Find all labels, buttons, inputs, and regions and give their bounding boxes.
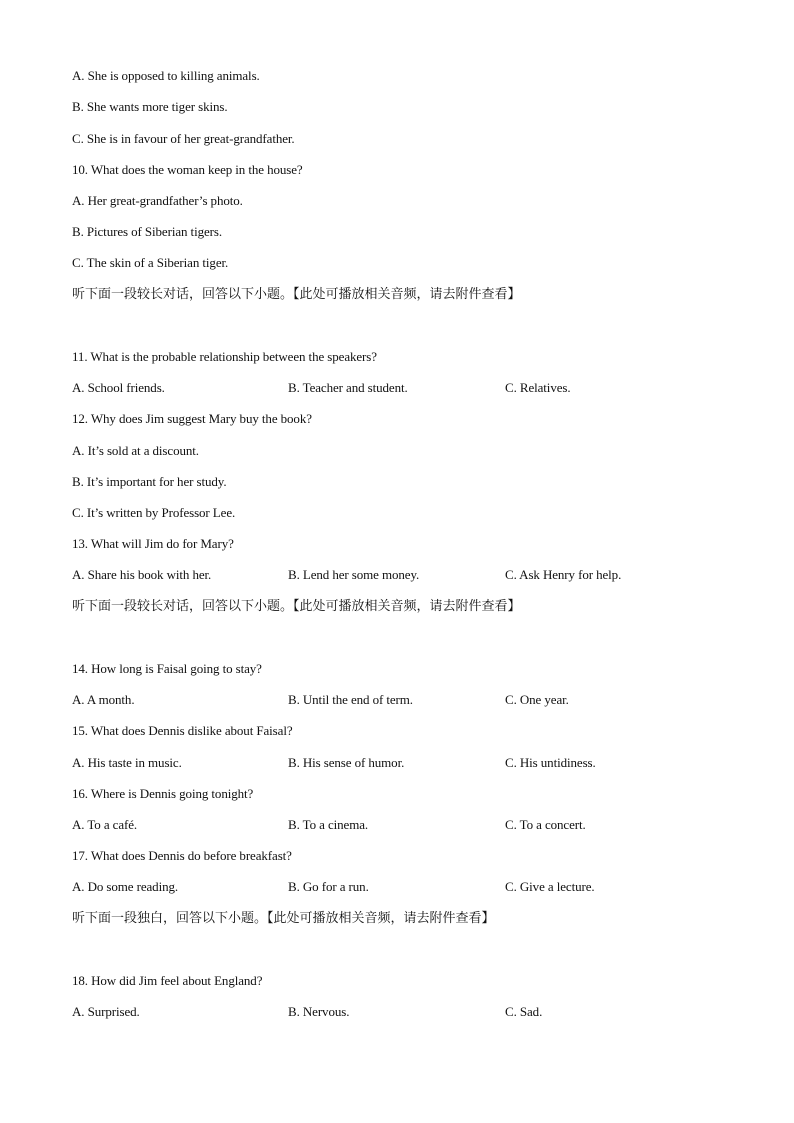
q18-options	[72, 1004, 722, 1020]
q12-option-a: A. It’s sold at a discount.	[72, 443, 199, 458]
q17-options	[72, 879, 722, 895]
q17-option-b: B. Go for a run.	[288, 879, 369, 894]
q10-question: 10. What does the woman keep in the house?	[72, 162, 303, 177]
q13-option-c: C. Ask Henry for help.	[505, 567, 622, 582]
section-instruction-3: 听下面一段独白，回答以下小题。【此处可播放相关音频，请去附件查看】	[72, 911, 495, 926]
q13-option-a: A. Share his book with her.	[72, 567, 212, 582]
q17-option-c: C. Give a lecture.	[505, 879, 595, 894]
q11-question: 11. What is the probable relationship between the speakers?	[72, 349, 377, 364]
q18-option-c: C. Sad.	[505, 1004, 543, 1019]
q12-option-c: C. It’s written by Professor Lee.	[72, 505, 236, 520]
q14-option-c: C. One year.	[505, 692, 569, 707]
q16-option-b: B. To a cinema.	[288, 817, 369, 832]
q16-option-a: A. To a café.	[72, 817, 138, 832]
q13-question: 13. What will Jim do for Mary?	[72, 536, 234, 551]
q16-question: 16. Where is Dennis going tonight?	[72, 786, 254, 801]
q10-option-c: C. The skin of a Siberian tiger.	[72, 255, 229, 270]
q13-options	[72, 567, 722, 583]
q11-options	[72, 380, 722, 396]
q9-option-b: B. She wants more tiger skins.	[72, 99, 228, 114]
q15-option-b: B. His sense of humor.	[288, 755, 405, 770]
q10-option-a: A. Her great-grandfather’s photo.	[72, 193, 243, 208]
q18-option-b: B. Nervous.	[288, 1004, 350, 1019]
q11-option-b: B. Teacher and student.	[288, 380, 408, 395]
section-instruction-2: 听下面一段较长对话，回答以下小题。【此处可播放相关音频，请去附件查看】	[72, 599, 521, 614]
q17-option-a: A. Do some reading.	[72, 879, 179, 894]
q13-option-b: B. Lend her some money.	[288, 567, 420, 582]
q9-option-c: C. She is in favour of her great-grandfather.	[72, 131, 295, 146]
q9-option-a: A. She is opposed to killing animals.	[72, 68, 260, 83]
q15-options	[72, 755, 722, 771]
q16-option-c: C. To a concert.	[505, 817, 586, 832]
q18-option-a: A. Surprised.	[72, 1004, 140, 1019]
q14-question: 14. How long is Faisal going to stay?	[72, 661, 262, 676]
q18-question: 18. How did Jim feel about England?	[72, 973, 263, 988]
q14-option-b: B. Until the end of term.	[288, 692, 413, 707]
q11-option-a: A. School friends.	[72, 380, 165, 395]
section-instruction-1: 听下面一段较长对话，回答以下小题。【此处可播放相关音频，请去附件查看】	[72, 287, 521, 302]
q11-option-c: C. Relatives.	[505, 380, 571, 395]
q10-option-b: B. Pictures of Siberian tigers.	[72, 224, 222, 239]
q14-option-a: A. A month.	[72, 692, 135, 707]
q15-option-c: C. His untidiness.	[505, 755, 596, 770]
q16-options	[72, 817, 722, 833]
q17-question: 17. What does Dennis do before breakfast?	[72, 848, 292, 863]
q12-option-b: B. It’s important for her study.	[72, 474, 227, 489]
q15-option-a: A. His taste in music.	[72, 755, 182, 770]
q12-question: 12. Why does Jim suggest Mary buy the book?	[72, 411, 312, 426]
q14-options	[72, 692, 722, 708]
q15-question: 15. What does Dennis dislike about Faisal?	[72, 723, 293, 738]
